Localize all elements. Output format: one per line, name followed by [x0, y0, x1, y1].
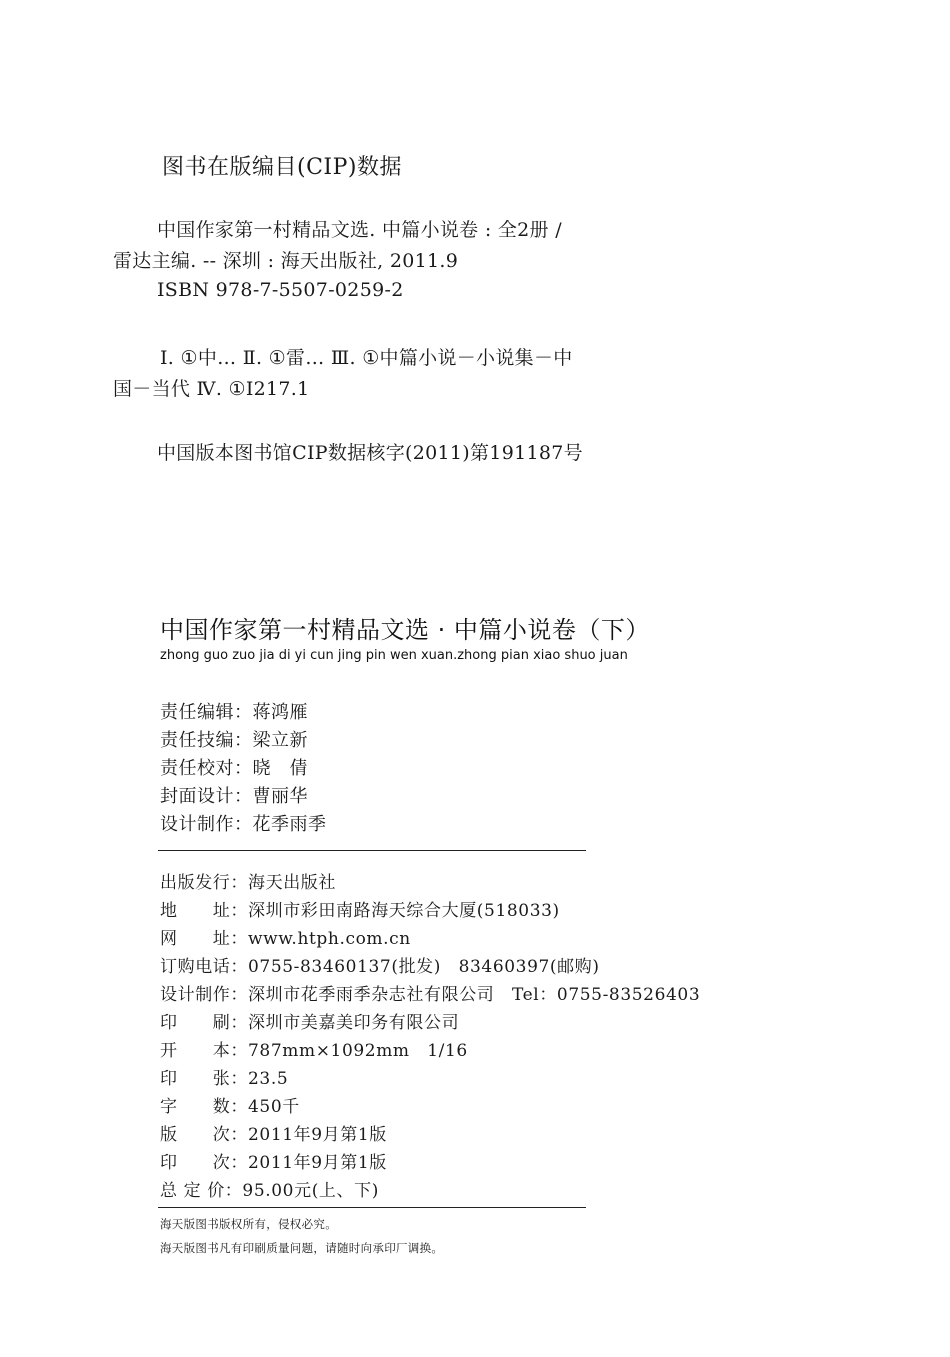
- credit-label: 设计制作：: [160, 814, 253, 835]
- credit-label: 责任编辑：: [160, 702, 253, 723]
- pub-row-design: [160, 980, 700, 1005]
- pub-value: 95.00元(上、下): [242, 1181, 379, 1201]
- credit-value: 梁立新: [252, 730, 308, 751]
- pub-label: 印 刷：: [160, 1013, 248, 1033]
- credit-row: [160, 782, 308, 808]
- cip-classification-line-1: Ⅰ. ①中… Ⅱ. ①雷… Ⅲ. ①中篇小说－小说集－中: [160, 347, 573, 369]
- pub-row-price: [160, 1176, 379, 1201]
- pub-label: 订购电话：: [160, 957, 248, 977]
- cip-editor-line: 雷达主编. -- 深圳 : 海天出版社, 2011.9: [113, 250, 459, 272]
- pub-value: 2011年9月第1版: [248, 1153, 387, 1173]
- copyright-notice: 海天版图书版权所有，侵权必究。: [160, 1217, 337, 1231]
- cip-isbn: ISBN 978-7-5507-0259-2: [157, 279, 404, 301]
- book-title: 中国作家第一村精品文选 · 中篇小说卷（下）: [160, 616, 650, 644]
- pub-value: 23.5: [248, 1069, 289, 1089]
- pub-row-sheets: [160, 1064, 288, 1089]
- cip-classification-line-2: 国－当代 Ⅳ. ①I217.1: [113, 378, 310, 400]
- pub-value: 450千: [248, 1097, 300, 1117]
- pub-value: 787mm×1092mm 1/16: [248, 1041, 468, 1061]
- credit-value: 花季雨季: [252, 814, 327, 835]
- cip-approval-number: 中国版本图书馆CIP数据核字(2011)第191187号: [157, 442, 583, 464]
- credit-value: 曹丽华: [252, 786, 308, 807]
- pub-row-address: [160, 896, 560, 921]
- pub-value: 2011年9月第1版: [248, 1125, 387, 1145]
- pub-value: 0755-83460137(批发) 83460397(邮购): [248, 957, 600, 977]
- cip-title-line: 中国作家第一村精品文选. 中篇小说卷 : 全2册 /: [157, 219, 562, 241]
- divider-bottom: [158, 1207, 586, 1208]
- pub-row-printer: [160, 1008, 459, 1033]
- credit-row: [160, 754, 308, 780]
- pub-row-format: [160, 1036, 468, 1061]
- pub-label: 印 次：: [160, 1153, 248, 1173]
- pub-row-order-phone: [160, 952, 600, 977]
- pub-value: 深圳市彩田南路海天综合大厦(518033): [248, 901, 560, 921]
- pub-row-edition: [160, 1120, 387, 1145]
- credit-row: [160, 810, 327, 836]
- pub-value: 深圳市花季雨季杂志社有限公司 Tel：0755-83526403: [248, 985, 701, 1005]
- credit-row: [160, 726, 308, 752]
- pub-row-printing: [160, 1148, 387, 1173]
- pub-value: 海天出版社: [248, 873, 336, 893]
- pub-label: 印 张：: [160, 1069, 248, 1089]
- quality-notice: 海天版图书凡有印刷质量问题，请随时向承印厂调换。: [160, 1241, 444, 1255]
- pub-label: 字 数：: [160, 1097, 248, 1117]
- pub-label: 总 定 价：: [160, 1181, 243, 1201]
- pub-label: 网 址：: [160, 929, 248, 949]
- pub-label: 地 址：: [160, 901, 248, 921]
- credit-label: 责任技编：: [160, 730, 253, 751]
- pub-label: 设计制作：: [160, 985, 248, 1005]
- book-title-pinyin: zhong guo zuo jia di yi cun jing pin wen xuan.zhong pian xiao shuo juan: [160, 648, 628, 663]
- pub-label: 开 本：: [160, 1041, 248, 1061]
- credit-row: [160, 698, 308, 724]
- credit-label: 责任校对：: [160, 758, 253, 779]
- pub-label: 版 次：: [160, 1125, 248, 1145]
- pub-value: 深圳市美嘉美印务有限公司: [248, 1013, 460, 1033]
- pub-label: 出版发行：: [160, 873, 248, 893]
- divider-top: [158, 850, 586, 851]
- credit-label: 封面设计：: [160, 786, 253, 807]
- pub-value: www.htph.com.cn: [248, 929, 411, 949]
- pub-row-website: [160, 924, 411, 949]
- pub-row-word-count: [160, 1092, 300, 1117]
- pub-row-publisher: [160, 868, 336, 893]
- cip-heading: 图书在版编目(CIP)数据: [162, 155, 402, 180]
- credit-value: 蒋鸿雁: [252, 702, 308, 723]
- credit-value: 晓 倩: [252, 758, 308, 779]
